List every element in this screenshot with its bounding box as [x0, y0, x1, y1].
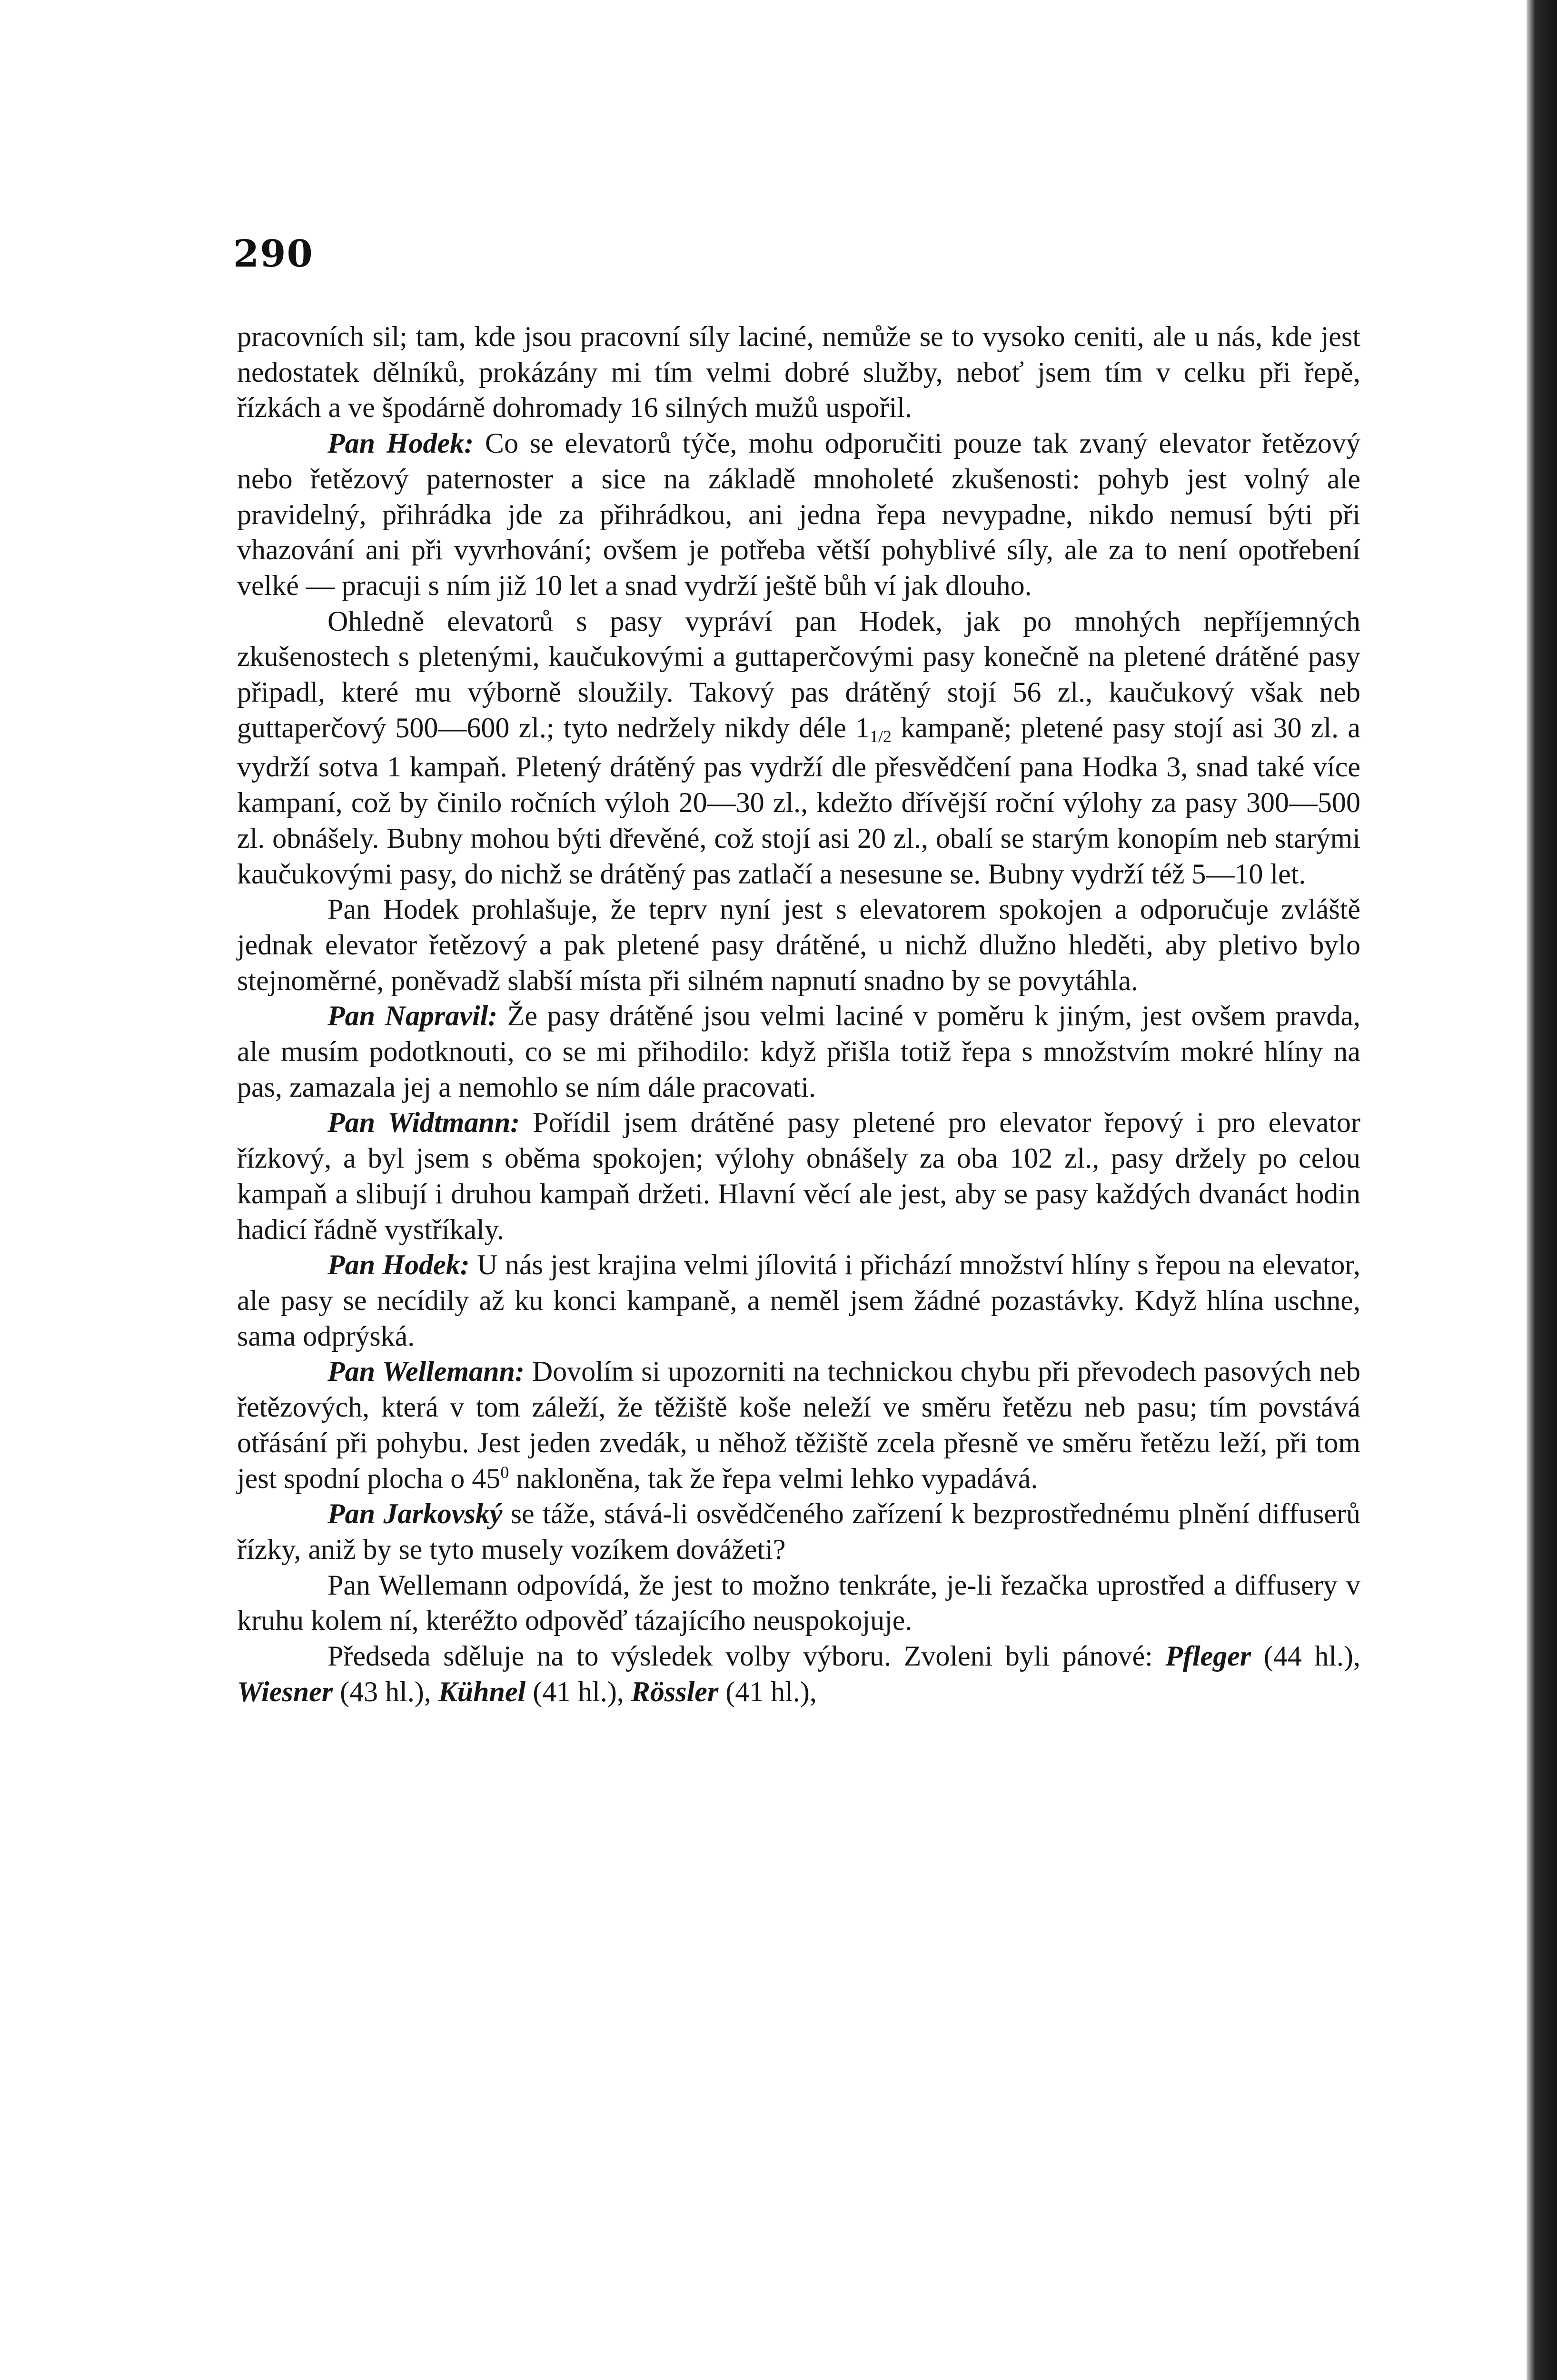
paragraph-6 — [237, 1105, 1360, 1247]
scan-edge-shadow — [1527, 0, 1557, 2380]
paragraph-text: kampaně; pletené pasy stojí asi 30 zl. a vydrží sotva 1 kampaň. Pletený drátěný pas vydrží dle přesvědčení pana Hodka 3, snad také více kampaní, což by činilo ročních výloh 20—30 zl., kdežto dřívější roční výlohy za pasy 300—500 zl. obnášely. Bubny mohou býti dřevěné, což stojí asi 20 zl., obalí se starým konopím neb starými kaučukovými pasy, do nichž se drátěný pas zatlačí a nesesune se. Bubny vydrží též 5—10 let. — [237, 712, 1361, 890]
elected-name: Kühnel — [438, 1676, 526, 1707]
paragraph-9 — [237, 1496, 1360, 1567]
paragraph-10 — [237, 1567, 1360, 1638]
paragraph-text: Co se elevatorů týče, mohu odporučiti pouze tak zvaný elevator řetězový nebo řetězový paternoster a sice na základě mnoholeté zkušenosti: pohyb jest volný ale pravidelný, přihrádka jde za přihrádkou, ani jedna řepa nevypadne, nikdo nemusí býti při vhazování ani při vyvrhování; ovšem je potřeba větší pohyblivé síly, ale za to není opotřebení velké — pracuji s ním již 10 let a snad vydrží ještě bůh ví jak dlouho. — [237, 427, 1360, 601]
paragraph-3 — [237, 604, 1360, 892]
paragraph-text: Pan Hodek prohlašuje, že teprv nyní jest s elevatorem spokojen a odporučuje zvláště jednak elevator řetězový a pak pletené pasy drátěné, u nichž dlužno hleděti, aby pletivo bylo stejnoměrné, poněvadž slabší místa při silném napnutí snadno by se povytáhla. — [237, 893, 1360, 996]
elected-votes: (41 hl.), — [725, 1676, 817, 1707]
paragraph-text: Dovolím si upozorniti na technickou chybu při převodech pasových neb řetězových, která v tom záleží, že těžiště koše neleží ve směru řetězu neb pasu; tím povstává otřásání při pohybu. Jest jeden zvedák, u něhož těžiště zcela přesně ve směru řetězu leží, při tom jest spodní plocha o 45 — [237, 1356, 1361, 1494]
speaker-name: Pan Jarkovský — [327, 1498, 503, 1530]
page-number: 290 — [233, 232, 314, 276]
paragraph-7 — [237, 1247, 1360, 1354]
paragraph-text: Předseda sděluje na to výsledek volby výboru. Zvoleni byli pánové: — [327, 1640, 1153, 1672]
elected-name: Wiesner — [237, 1676, 333, 1707]
paragraph-8 — [237, 1354, 1360, 1496]
paragraph-text: pracovních sil; tam, kde jsou pracovní síly laciné, nemůže se to vysoko ceniti, ale u nás, kde jest nedostatek dělníků, prokázány mi tím velmi dobré služby, neboť jsem tím v celku při řepě, řízkách a ve špodárně dohromady 16 silných mužů uspořil. — [237, 321, 1360, 424]
paragraph-text: Pořídil jsem drátěné pasy pletené pro elevator řepový i pro elevator řízkový, a byl jsem s oběma spokojen; výlohy obnášely za oba 102 zl., pasy držely po celou kampaň a slibují i druhou kampaň držeti. Hlavní věcí ale jest, aby se pasy každých dvanáct hodin hadicí řádně vystříkaly. — [237, 1107, 1360, 1245]
elected-name: Pfleger — [1165, 1640, 1251, 1672]
degree-mark: 0 — [500, 1462, 509, 1482]
fraction: 1/2 — [870, 726, 892, 746]
elected-votes: (43 hl.), — [340, 1676, 431, 1707]
paragraph-text: Že pasy drátěné jsou velmi laciné v poměru k jiným, jest ovšem pravda, ale musím podotknouti, co se mi přihodilo: když přišla totiž řepa s množstvím mokré hlíny na pas, zamazala jej a nemohlo se ním dále pracovati. — [237, 1000, 1361, 1103]
speaker-name: Pan Napravil: — [327, 1000, 498, 1032]
elected-votes: (44 hl.), — [1263, 1640, 1361, 1672]
speaker-name: Pan Hodek: — [327, 1249, 470, 1281]
speaker-name: Pan Wellemann: — [327, 1356, 525, 1388]
paragraph-text: U nás jest krajina velmi jílovitá i přichází množství hlíny s řepou na elevator, ale pasy se necídily až ku konci kampaně, a neměl jsem žádné pozastávky. Když hlína uschne, sama odprýská. — [237, 1249, 1360, 1352]
paragraph-text: nakloněna, tak že řepa velmi lehko vypadává. — [509, 1462, 1038, 1494]
paragraph-5 — [237, 998, 1360, 1105]
paragraph-4 — [237, 892, 1360, 998]
speaker-name: Pan Widtmann: — [327, 1107, 520, 1139]
paragraph-text: Ohledně elevatorů s pasy vypráví pan Hodek, jak po mnohých nepříjemných zkušenostech s pletenými, kaučukovými a guttaperčovými pasy konečně na pletené drátěné pasy připadl, které mu výborně sloužily. Takový pas drátěný stojí 56 zl., kaučukový však neb guttaperčový 500—600 zl.; tyto nedržely nikdy déle 1 — [237, 605, 1360, 744]
paragraph-text: se táže, stává-li osvědčeného zařízení k bezprostřednému plnění diffuserů řízky, aniž by se tyto musely vozíkem dovážeti? — [237, 1498, 1361, 1565]
paragraph-1 — [237, 319, 1360, 426]
paragraph-text: Pan Wellemann odpovídá, že jest to možno tenkráte, je-li řezačka uprostřed a diffusery v kruhu kolem ní, kteréžto odpověď tázajícího neuspokojuje. — [237, 1569, 1360, 1636]
body-text — [237, 319, 1360, 1709]
speaker-name: Pan Hodek: — [327, 427, 474, 459]
elected-name: Rössler — [631, 1676, 719, 1707]
paragraph-2 — [237, 426, 1360, 604]
elected-votes: (41 hl.), — [533, 1676, 624, 1707]
paragraph-11 — [237, 1638, 1360, 1709]
